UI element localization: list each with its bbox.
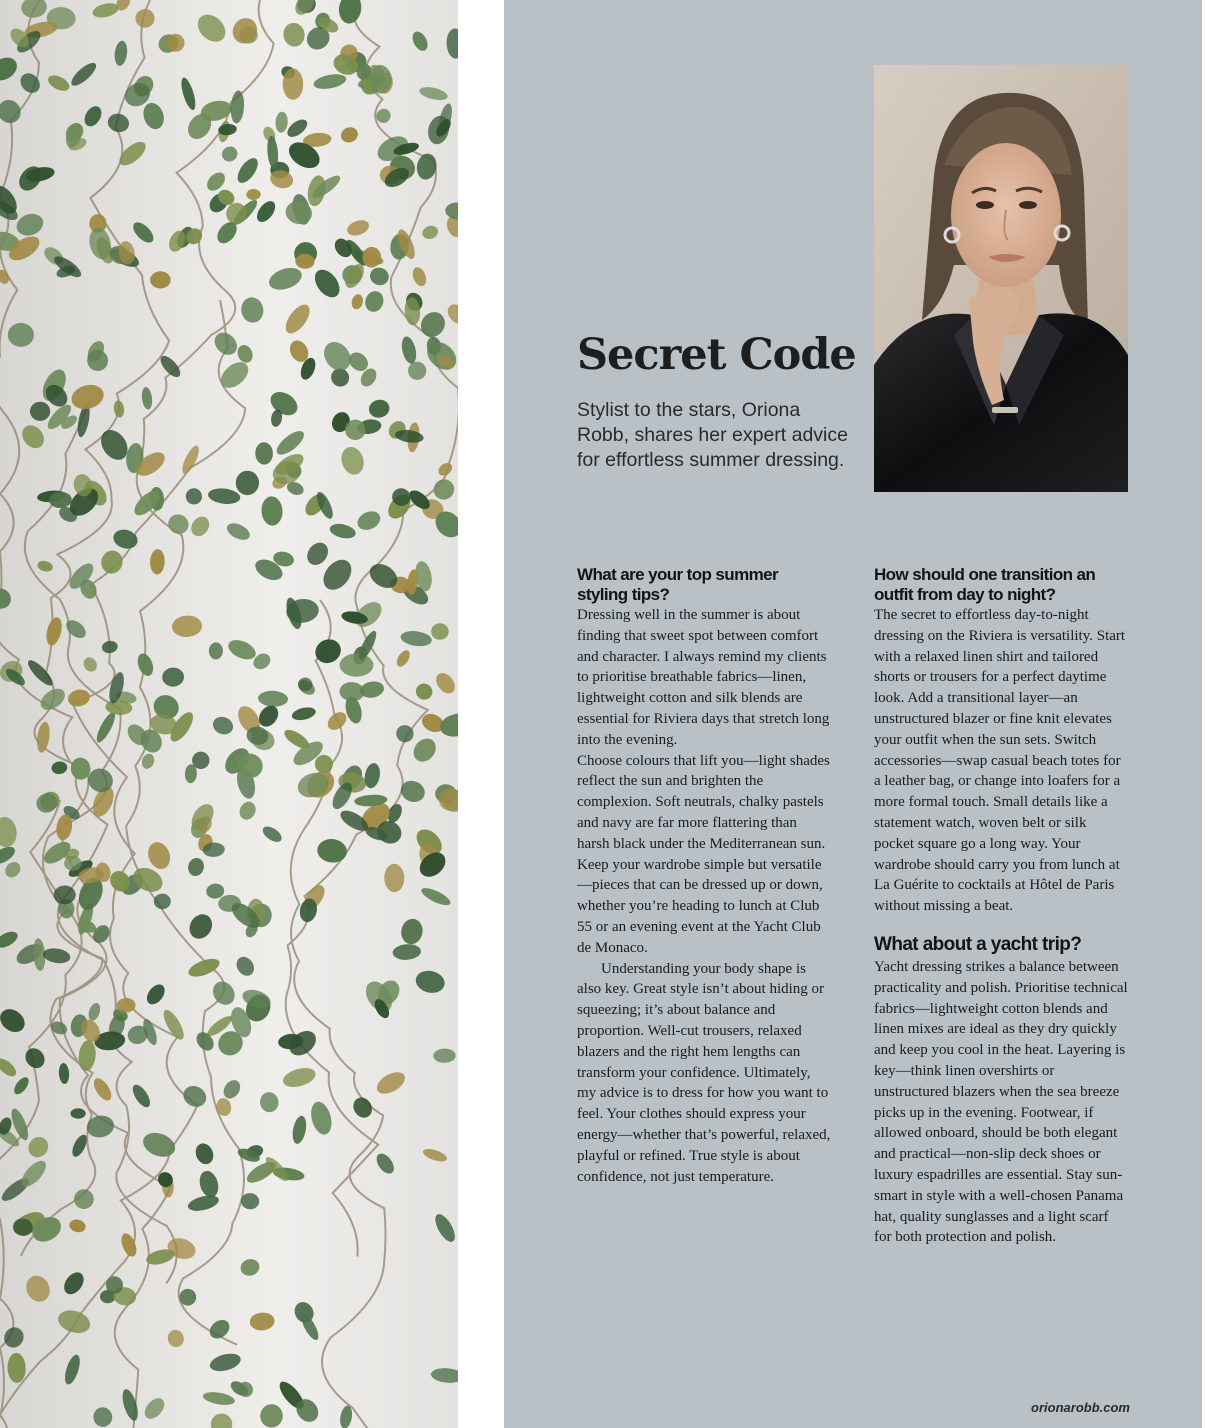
ivy-leaf xyxy=(266,387,301,420)
ivy-leaf xyxy=(413,681,434,702)
ivy-leaf xyxy=(233,953,258,979)
ivy-leaf xyxy=(0,1004,29,1036)
ivy-leaf xyxy=(93,710,118,745)
ivy-leaf xyxy=(18,421,49,452)
ivy-leaf xyxy=(0,95,25,127)
ivy-leaf xyxy=(113,400,125,418)
ivy-leaf xyxy=(253,198,278,225)
ivy-leaf xyxy=(135,651,156,678)
question-heading: What are your top summer styling tips? xyxy=(577,565,778,604)
ivy-leaf xyxy=(392,943,421,961)
ivy-leaf xyxy=(350,1094,376,1121)
ivy-leaf xyxy=(260,823,284,845)
ivy-wall-photo xyxy=(0,0,458,1428)
ivy-leaf xyxy=(7,1353,26,1384)
ivy-leaf xyxy=(239,296,265,325)
ivy-leaf xyxy=(160,1007,188,1042)
ivy-leaf xyxy=(235,343,255,365)
ivy-leaf xyxy=(234,155,262,187)
ivy-leaf xyxy=(192,9,230,47)
ivy-leaf xyxy=(208,1351,243,1375)
ivy-leaf xyxy=(129,1082,153,1110)
ivy-leaf xyxy=(303,539,332,569)
ivy-leaf xyxy=(166,1328,186,1349)
ivy-leaf xyxy=(394,648,412,669)
ivy-leaf xyxy=(111,527,140,551)
ivy-leaf xyxy=(44,616,65,647)
ivy-leaf xyxy=(51,760,68,775)
ivy-leaf xyxy=(220,1077,243,1102)
ivy-leaf xyxy=(430,1367,458,1384)
ivy-leaf xyxy=(90,1075,114,1103)
ivy-leaf xyxy=(431,623,449,640)
ivy-leaf xyxy=(1,1324,28,1351)
ivy-leaf xyxy=(68,59,99,89)
portrait-photo xyxy=(874,65,1128,492)
ivy-leaf xyxy=(141,386,154,410)
ivy-leaf xyxy=(87,1002,103,1023)
ivy-illustration xyxy=(0,0,458,1428)
ivy-leaf xyxy=(140,1128,179,1161)
ivy-leaf xyxy=(113,40,128,66)
ivy-leaf xyxy=(281,21,306,48)
ivy-leaf xyxy=(328,522,357,541)
ivy-leaf xyxy=(224,520,252,543)
ivy-leaf xyxy=(373,1150,397,1176)
ivy-leaf xyxy=(225,636,258,663)
ivy-leaf xyxy=(77,1039,97,1072)
ivy-leaf xyxy=(273,427,308,459)
ivy-leaf xyxy=(255,442,273,465)
ivy-leaf xyxy=(62,1353,83,1386)
ivy-leaf xyxy=(230,90,245,124)
ivy-leaf xyxy=(431,1211,458,1245)
ivy-leaf xyxy=(63,617,89,642)
website-link[interactable]: orionarobb.com xyxy=(1031,1400,1130,1415)
ivy-leaf xyxy=(140,100,167,132)
ivy-leaf xyxy=(418,85,449,103)
ivy-leaf xyxy=(399,335,418,365)
ivy-leaf xyxy=(324,709,350,734)
ivy-leaf xyxy=(310,265,345,302)
answer-paragraph: The secret to effortless day-to-night dressing on the Riviera is versatility. Start with a relaxed linen shirt and tailored shorts or trousers for a perfect daytime look. Add a transitional layer—an unstructured blazer or fine knit elevates your outfit when the sun sets. Switch accessories—swap casual beach totes for a leather bag, or change into loafers for a more formal touch. Small details like a statement watch, woven belt or silk pocket square go a long way. Your wardrobe should carry you from lunch at La Guérite to cocktails at Hôtel de Paris without missing a beat. xyxy=(874,607,1126,915)
ivy-leaf xyxy=(433,1048,456,1063)
ivy-leaf xyxy=(186,955,222,980)
ivy-leaf xyxy=(22,1272,54,1306)
ivy-leaf xyxy=(35,721,51,754)
ivy-leaf xyxy=(42,947,72,966)
ivy-leaf xyxy=(354,508,383,534)
answer-paragraph: Understanding your body shape is also key. Great style isn’t about hiding or squeezing; it’s about balance and proportion. Well-cut trousers, relaxed blazers and the right hem lengths can transform your confidence. Ultimately, my advice is to dress for how you want to feel. Your clothes should express your energy—whether that’s powerful, relaxed, playful or refined. True style is about confidence, not just temperature. xyxy=(577,960,831,1185)
ivy-leaf xyxy=(186,1193,220,1214)
ivy-leaf xyxy=(179,444,202,477)
page-gutter xyxy=(458,0,504,1428)
ivy-leaf xyxy=(210,1412,234,1428)
ivy-leaf xyxy=(258,1091,280,1114)
ivy-leaf xyxy=(144,839,173,872)
ivy-leaf xyxy=(210,714,235,737)
ivy-leaf xyxy=(36,559,54,573)
ivy-leaf xyxy=(219,144,240,165)
ivy-leaf xyxy=(71,1108,86,1118)
ivy-leaf xyxy=(0,585,15,613)
answer-paragraph: Choose colours that lift you—light shades reflect the sun and brighten the complexion. Soft neutrals, chalky pastels and navy are far more flattering than harsh black under the Mediterranean sun. Keep your wardrobe simple but versatile—pieces that can be dressed up or down, whether you’re heading to lunch at Club 55 or an evening event at the Yacht Club de Monaco. xyxy=(577,752,830,956)
ivy-leaf xyxy=(261,496,284,527)
ivy-leaf xyxy=(259,1403,284,1428)
ivy-leaf xyxy=(338,444,367,477)
ivy-leaf xyxy=(237,799,259,822)
ivy-leaf xyxy=(340,654,374,677)
ivy-leaf xyxy=(444,301,458,328)
ivy-leaf xyxy=(266,264,305,294)
ivy-leaf xyxy=(312,72,347,91)
article-standfirst: Stylist to the stars, Oriona Robb, shares her expert advice for effortless summer dressing. xyxy=(577,399,848,471)
ivy-leaf xyxy=(70,1185,98,1213)
ivy-leaf xyxy=(291,705,317,722)
ivy-leaf xyxy=(130,219,157,246)
ivy-leaf xyxy=(25,657,56,689)
ivy-leaf xyxy=(17,69,44,96)
ivy-leaf xyxy=(350,293,364,311)
ivy-leaf xyxy=(91,1,120,20)
ivy-leaf xyxy=(83,346,112,375)
ivy-leaf xyxy=(367,265,391,288)
ivy-leaf xyxy=(14,210,47,239)
ivy-leaf xyxy=(235,470,259,496)
ivy-leaf xyxy=(421,224,440,241)
article-headline: Secret Code xyxy=(577,330,856,380)
ivy-leaf xyxy=(414,968,447,996)
ivy-leaf xyxy=(384,864,404,893)
ivy-leaf xyxy=(438,710,458,740)
ivy-leaf xyxy=(184,487,203,506)
ivy-leaf xyxy=(209,642,223,659)
ivy-leaf xyxy=(339,125,360,145)
ivy-leaf xyxy=(180,1082,210,1111)
ivy-leaf xyxy=(118,1231,139,1258)
ivy-leaf xyxy=(193,1141,217,1167)
ivy-leaf xyxy=(239,1257,262,1278)
ivy-leaf xyxy=(150,549,165,575)
ivy-leaf xyxy=(373,1068,408,1098)
ivy-leaf xyxy=(410,265,428,288)
ivy-leaf xyxy=(154,893,171,909)
ivy-leaf xyxy=(202,1390,236,1407)
question-heading: How should one transition an outfit from day to night? xyxy=(874,565,1096,604)
ivy-leaf xyxy=(24,1133,52,1161)
ivy-leaf xyxy=(2,859,23,881)
ivy-leaf xyxy=(421,1146,448,1164)
article-column-right xyxy=(874,565,1129,1248)
ivy-leaf xyxy=(11,1075,31,1097)
ivy-leaf xyxy=(58,1063,70,1085)
ivy-leaf xyxy=(205,883,224,900)
ivy-leaf xyxy=(99,548,126,576)
answer-paragraph: Dressing well in the summer is about finding that sweet spot between comfort and character. I always remind my clients to prioritise breathable fabrics—linen, lightweight cotton and silk blends are essential for Riviera days that stretch long into the evening. xyxy=(577,607,830,748)
ivy-leaf xyxy=(228,14,262,48)
ivy-leaf xyxy=(119,1387,140,1422)
ivy-leaf xyxy=(0,53,21,85)
article-column-left xyxy=(577,565,832,1187)
ivy-leaf xyxy=(101,640,119,655)
ivy-leaf xyxy=(29,401,51,422)
ivy-leaf xyxy=(81,655,100,674)
ivy-leaf xyxy=(185,910,217,943)
ivy-leaf xyxy=(246,189,261,200)
ivy-leaf xyxy=(51,253,84,281)
ivy-leaf xyxy=(206,1316,233,1342)
ivy-leaf xyxy=(419,885,452,909)
ivy-leaf xyxy=(281,1065,318,1091)
ivy-leaf xyxy=(362,289,386,315)
ivy-leaf xyxy=(409,734,440,766)
ivy-leaf xyxy=(432,669,458,697)
ivy-leaf xyxy=(141,1394,168,1422)
ivy-leaf xyxy=(446,28,458,59)
ivy-leaf xyxy=(150,271,171,289)
ivy-leaf xyxy=(445,202,458,221)
ivy-leaf xyxy=(92,1406,114,1428)
ivy-leaf xyxy=(400,629,433,648)
ivy-leaf xyxy=(165,511,192,537)
ivy-leaf xyxy=(135,8,156,28)
ivy-leaf xyxy=(281,301,314,338)
ivy-leaf xyxy=(275,111,289,133)
ivy-leaf xyxy=(399,917,425,946)
ivy-leaf xyxy=(0,816,18,849)
ivy-leaf xyxy=(85,1113,116,1139)
ivy-leaf xyxy=(171,615,203,638)
ivy-leaf xyxy=(207,487,241,506)
ivy-leaf xyxy=(367,398,391,420)
answer-paragraph: Yacht dressing strikes a balance between practicality and polish. Prioritise technical fabrics—lightweight cotton blends and linen mixes are ideal as they dry quickly and keep you cool in the heat. Layering is key—think linen overshirts or unstructured blazers when the sea breeze picks up in the evening. Footwear, if allowed onboard, should be both elegant and practical—non-slip deck shoes or luxury espadrilles are essential. Stay sun-smart in style with a well-chosen Panama hat, quality sunglasses and a light scarf for both protection and polish. xyxy=(874,958,1128,1246)
ivy-leaf xyxy=(0,929,20,951)
ivy-leaf xyxy=(186,856,206,878)
ivy-leaf xyxy=(106,111,132,134)
ivy-leaf xyxy=(69,381,107,413)
ivy-leaf xyxy=(316,837,348,864)
ivy-leaf xyxy=(60,1269,87,1298)
ivy-leaf xyxy=(258,690,289,707)
ivy-leaf xyxy=(162,667,184,687)
ivy-leaf xyxy=(291,1115,309,1145)
ivy-leaf xyxy=(0,1055,19,1079)
ivy-leaf xyxy=(143,981,168,1008)
ivy-leaf xyxy=(20,0,48,19)
ivy-leaf xyxy=(21,1044,48,1072)
ivy-leaf xyxy=(81,103,105,129)
ivy-leaf xyxy=(179,76,199,111)
ivy-leaf xyxy=(66,687,91,708)
ivy-leaf xyxy=(337,0,363,25)
ivy-leaf xyxy=(197,1169,222,1200)
ivy-leaf xyxy=(8,323,34,347)
ivy-leaf xyxy=(345,217,371,238)
ivy-leaf xyxy=(249,1312,275,1332)
page-edge xyxy=(1202,0,1206,1428)
ivy-leaf xyxy=(55,1307,93,1337)
ivy-leaf xyxy=(339,681,365,702)
ivy-leaf xyxy=(46,72,72,94)
ivy-leaf xyxy=(188,513,213,539)
ivy-leaf xyxy=(68,1218,87,1234)
ivy-leaf xyxy=(410,29,431,53)
ivy-leaf xyxy=(308,1100,335,1137)
ivy-leaf xyxy=(416,307,450,341)
question-heading: What about a yacht trip? xyxy=(874,933,1082,955)
